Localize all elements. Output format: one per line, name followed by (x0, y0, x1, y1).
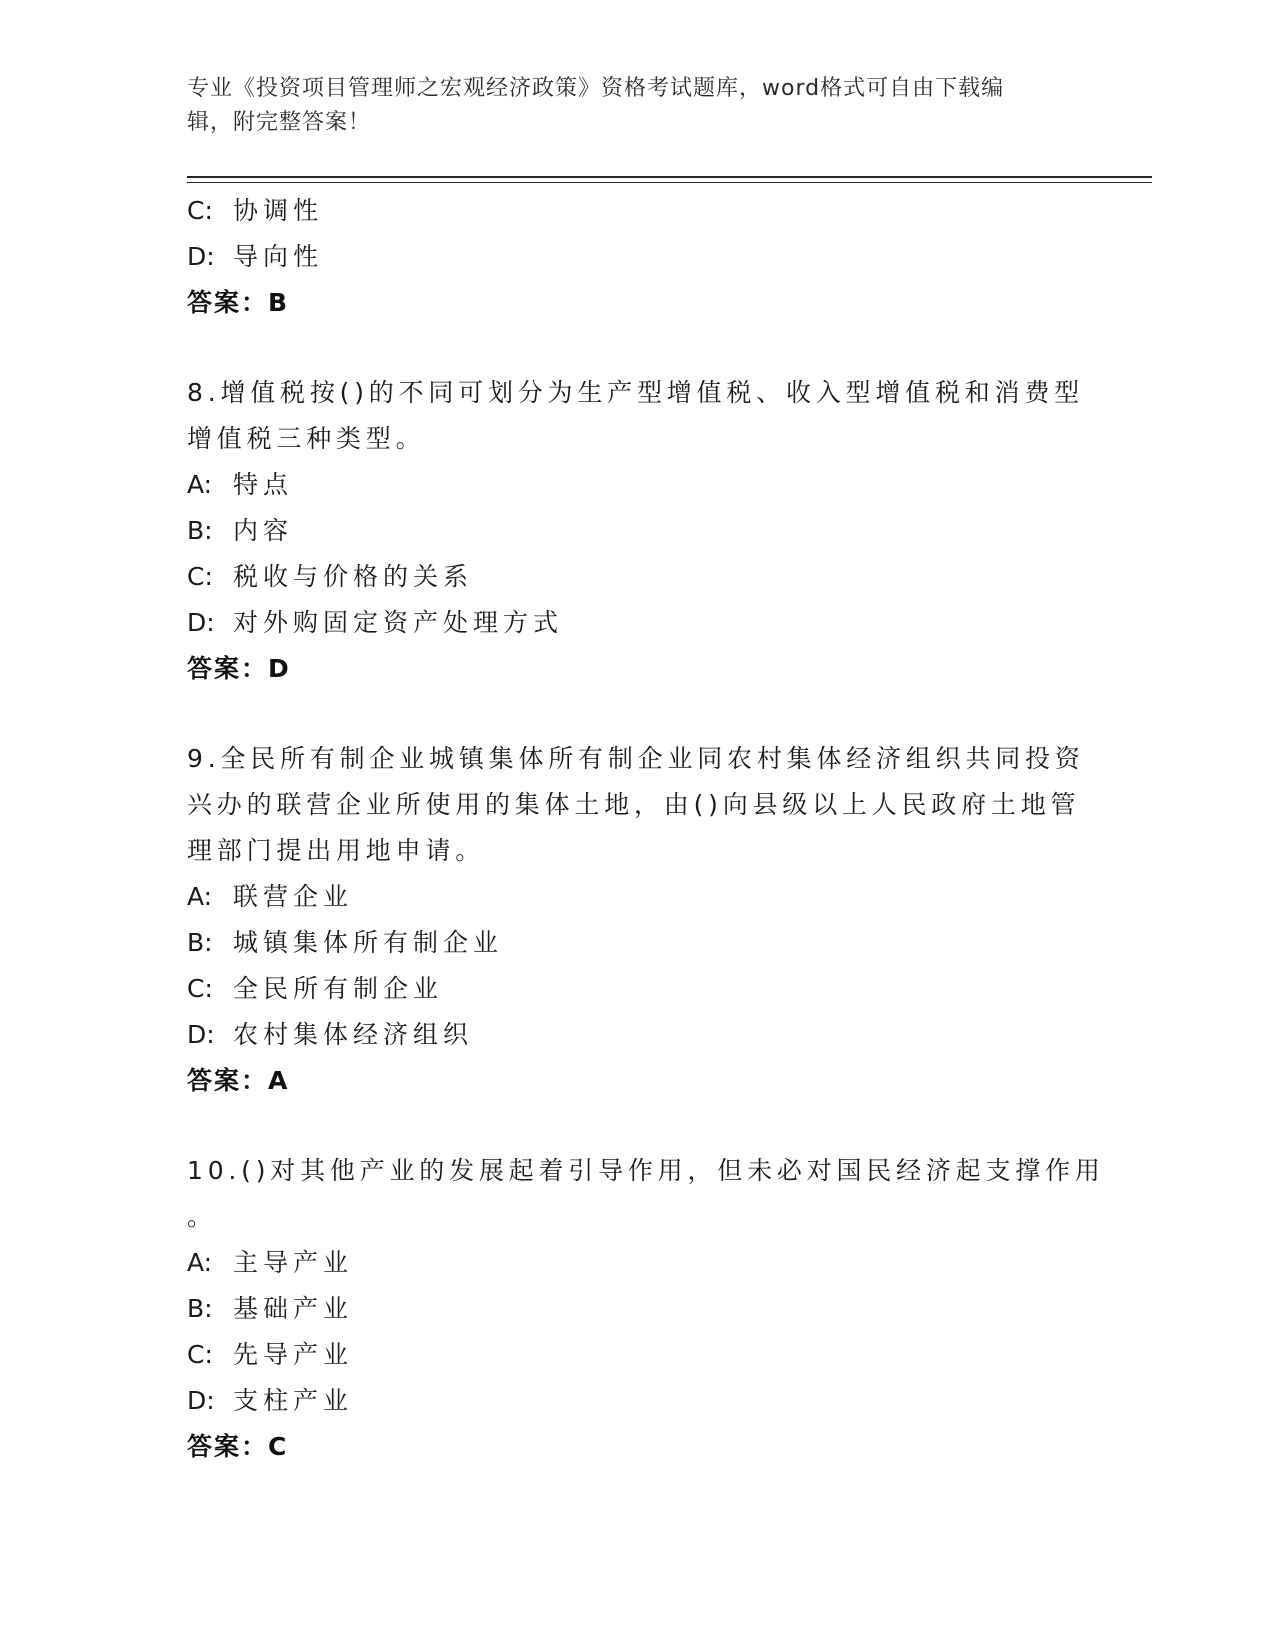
option-key: D: (187, 1020, 215, 1049)
option-key: B: (187, 516, 213, 545)
option-c (187, 1332, 1087, 1378)
option-key: A: (187, 1248, 213, 1277)
answer-line: 答案：D (187, 654, 291, 683)
header-line-1: 专业《投资项目管理师之宏观经济政策》资格考试题库，word格式可自由下载编 (187, 76, 1005, 101)
header-line-2: 辑，附完整答案！ (187, 110, 372, 135)
answer-line: 答案：B (187, 288, 290, 317)
option-text: 税收与价格的关系 (233, 562, 474, 591)
option-a (187, 874, 1087, 920)
question-stem-line: 兴办的联营企业所使用的集体土地，由()向县级以上人民政府土地管 (187, 790, 1081, 819)
option-text: 内容 (233, 516, 294, 545)
option-text: 协调性 (233, 196, 324, 225)
option-key: A: (187, 882, 213, 911)
option-d (187, 600, 1087, 646)
answer-line: 答案：C (187, 1432, 289, 1461)
option-text: 城镇集体所有制企业 (233, 928, 504, 957)
spacer (187, 692, 1087, 736)
answer-line: 答案：A (187, 1066, 290, 1095)
option-b (187, 508, 1087, 554)
option-text: 对外购固定资产处理方式 (233, 608, 564, 637)
option-text: 全民所有制企业 (233, 974, 444, 1003)
question-stem-line: 增值税三种类型。 (187, 424, 426, 453)
option-c (187, 554, 1087, 600)
option-text: 先导产业 (233, 1340, 354, 1369)
option-key: A: (187, 470, 213, 499)
question-stem-line: 8.增值税按()的不同可划分为生产型增值税、收入型增值税和消费型 (187, 378, 1084, 407)
option-text: 特点 (233, 470, 294, 499)
option-d (187, 1378, 1087, 1424)
option-a (187, 462, 1087, 508)
option-key: D: (187, 608, 215, 637)
option-c (187, 966, 1087, 1012)
question-8 (187, 370, 1087, 692)
header-rule-thick (187, 176, 1152, 178)
option-key: B: (187, 928, 213, 957)
option-d (187, 234, 1087, 280)
question-stem-line: 9.全民所有制企业城镇集体所有制企业同农村集体经济组织共同投资 (187, 744, 1085, 773)
option-b (187, 920, 1087, 966)
document-body (187, 188, 1105, 1470)
question-9 (187, 736, 1087, 1104)
option-key: D: (187, 242, 215, 271)
option-c (187, 188, 1087, 234)
option-text: 农村集体经济组织 (233, 1020, 474, 1049)
option-b (187, 1286, 1087, 1332)
option-text: 基础产业 (233, 1294, 354, 1323)
spacer (187, 326, 1087, 370)
spacer (187, 1104, 1087, 1148)
option-d (187, 1012, 1087, 1058)
document-header (187, 72, 1067, 140)
option-key: C: (187, 1340, 213, 1369)
header-rule-thin (187, 182, 1152, 183)
question-stem-line: 10.()对其他产业的发展起着引导作用，但未必对国民经济起支撑作用 (187, 1156, 1105, 1185)
question-stem-line: 理部门提出用地申请。 (187, 836, 486, 865)
question-stem-line: 。 (187, 1202, 217, 1231)
option-key: C: (187, 974, 213, 1003)
option-key: B: (187, 1294, 213, 1323)
question-7-tail (187, 188, 1087, 326)
option-text: 支柱产业 (233, 1386, 354, 1415)
option-key: C: (187, 196, 213, 225)
option-a (187, 1240, 1087, 1286)
option-text: 联营企业 (233, 882, 354, 911)
question-10 (187, 1148, 1105, 1470)
option-text: 主导产业 (233, 1248, 354, 1277)
option-key: D: (187, 1386, 215, 1415)
option-key: C: (187, 562, 213, 591)
option-text: 导向性 (233, 242, 324, 271)
